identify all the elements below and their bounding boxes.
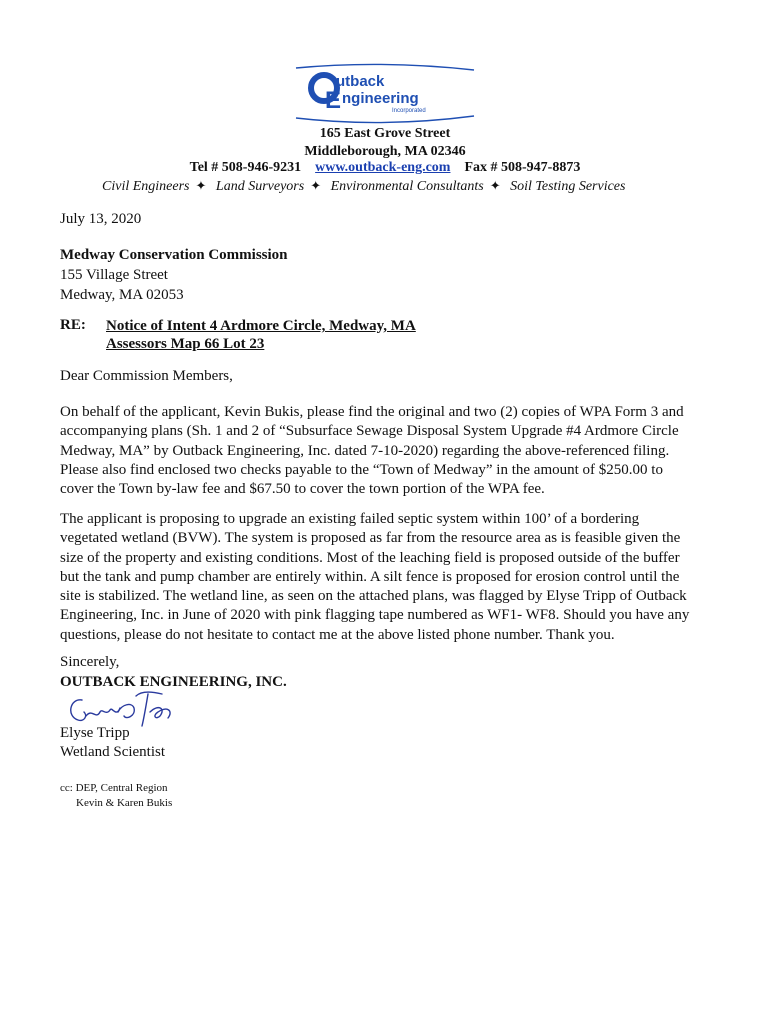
paragraph-line: vegetated wetland (BVW). The system is proposed as far from the resource area as is feasible given the — [60, 530, 681, 547]
logo-text-3: Incorporated — [392, 108, 426, 114]
cc-block — [60, 781, 172, 811]
logo-graphic — [292, 58, 478, 130]
star-icon: ✦ — [195, 178, 207, 193]
re-subject — [106, 317, 416, 353]
paragraph-line: size of the property and existing conditions. Most of the leaching field is proposed outside of the buffer — [60, 549, 680, 566]
letterhead-fax: Fax # 508-947-8873 — [464, 160, 581, 175]
re-line-2: Assessors Map 66 Lot 23 — [106, 336, 265, 352]
paragraph-line: cover the Town by-law fee and $67.50 to cover the town portion of the WPA fee. — [60, 481, 545, 498]
letterhead-tel: Tel # 508-946-9231 — [189, 160, 302, 175]
logo-text-2: ngineering — [342, 90, 419, 107]
closing-company: OUTBACK ENGINEERING, INC. — [60, 674, 287, 690]
recipient-block — [60, 245, 288, 305]
service-item: Soil Testing Services — [510, 179, 626, 194]
signer-title: Wetland Scientist — [60, 744, 166, 760]
recipient-city: Medway, MA 02053 — [60, 287, 184, 303]
paragraph-line: Engineering, Inc. in June of 2020 with pink flagging tape numbered as WF1- WF8. Should you have any — [60, 607, 690, 624]
cc-line-1: cc: DEP, Central Region — [60, 782, 168, 794]
star-icon: ✦ — [489, 178, 501, 193]
logo-text-1: utback — [336, 73, 385, 90]
cc-line-2: Kevin & Karen Bukis — [76, 797, 173, 809]
paragraph-line: On behalf of the applicant, Kevin Bukis, please find the original and two (2) copies of WPA Form 3 and — [60, 404, 684, 420]
signer-name: Elyse Tripp — [60, 725, 130, 741]
paragraph-line: accompanying plans (Sh. 1 and 2 of “Subsurface Sewage Disposal System Upgrade #4 Ardmore Circle — [60, 423, 679, 440]
letterhead-services — [102, 178, 625, 195]
closing-sincerely: Sincerely, — [60, 654, 120, 670]
star-icon: ✦ — [310, 178, 322, 193]
service-item: Environmental Consultants — [330, 179, 484, 194]
paragraph-line: Please also find enclosed two checks payable to the “Town of Medway” in the amount of $250.00 to — [60, 461, 663, 478]
letter-date: July 13, 2020 — [60, 211, 142, 227]
letterhead-city: Middleborough, MA 02346 — [304, 144, 466, 159]
paragraph-line: site is stabilized. The wetland line, as seen on the attached plans, was flagged by Elyse Tripp of Outback — [60, 588, 687, 605]
salutation: Dear Commission Members, — [60, 368, 233, 384]
re-line-1: Notice of Intent 4 Ardmore Circle, Medway, MA — [106, 318, 416, 334]
signer-block — [60, 724, 165, 762]
service-item: Civil Engineers — [102, 179, 190, 194]
paragraph-line: but the tank and pump chamber are entirely within. A silt fence is proposed for erosion control until the — [60, 568, 680, 585]
company-logo — [292, 58, 478, 130]
body-paragraph-2 — [60, 510, 710, 645]
body-paragraph-1 — [60, 403, 710, 499]
re-label: RE: — [60, 317, 86, 333]
recipient-street: 155 Village Street — [60, 267, 168, 283]
paragraph-line: Medway, MA” by Outback Engineering, Inc. dated 7-10-2020) regarding the above-referenced filing. — [60, 442, 670, 459]
recipient-name: Medway Conservation Commission — [60, 247, 288, 263]
paragraph-line: The applicant is proposing to upgrade an existing failed septic system within 100’ of a bordering — [60, 511, 640, 527]
paragraph-line: questions, please do not hesitate to contact me at the above listed phone number. Thank you. — [60, 626, 615, 643]
letterhead-contact — [0, 160, 770, 176]
letterhead-website-link[interactable]: www.outback-eng.com — [315, 160, 451, 175]
service-item: Land Surveyors — [215, 179, 305, 194]
letterhead-street: 165 East Grove Street — [319, 126, 451, 141]
svg-text:E: E — [325, 87, 342, 114]
